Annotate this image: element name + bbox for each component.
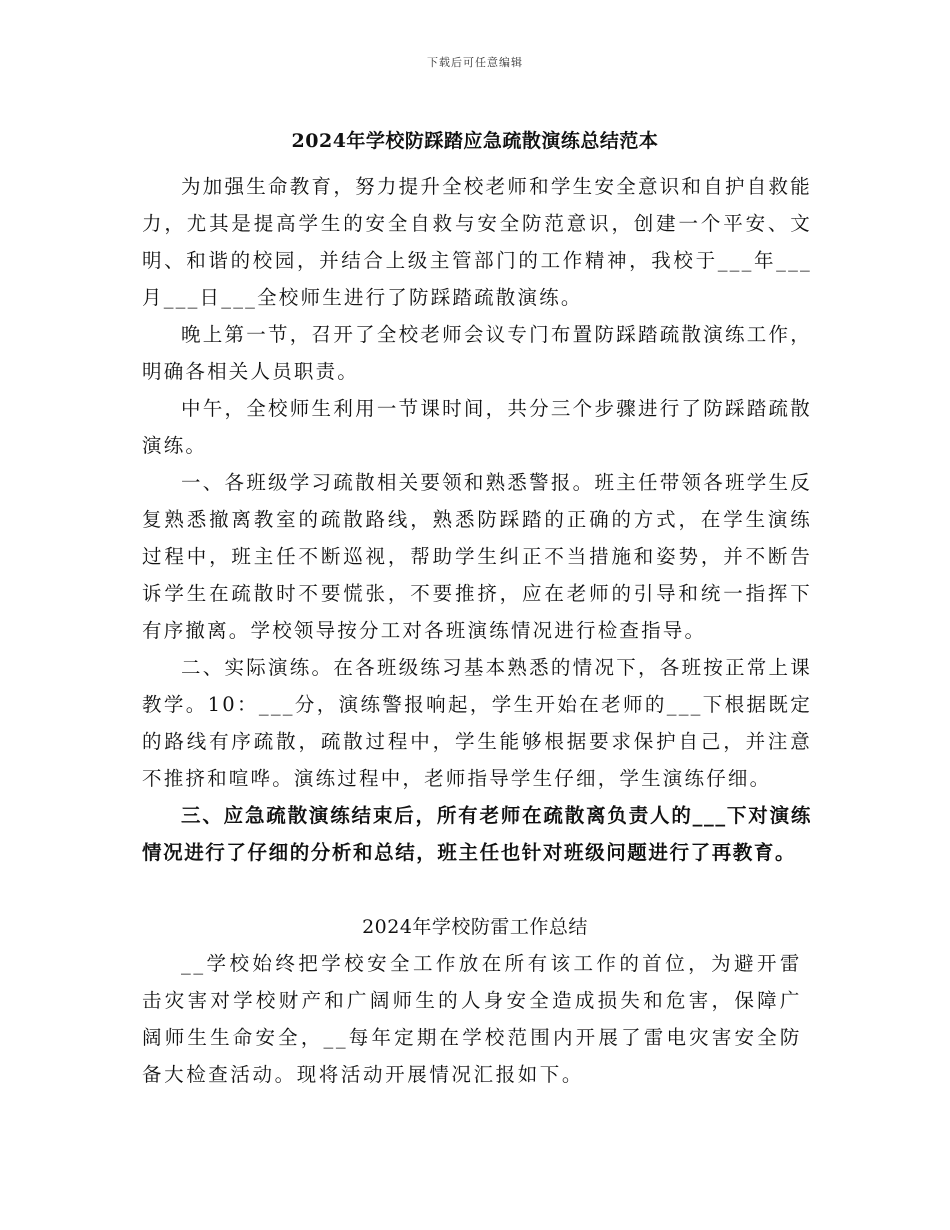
paragraph: __学校始终把学校安全工作放在所有该工作的首位，为避开雷击灾害对学校财产和广阔师生的人身安全造成损失和危害，保障广阔师生生命安全，__每年定期在学校范围内开展了雷电灾害安全防备大检查活动。现将活动开展情况汇报如下。 (142, 952, 802, 1086)
paragraph: 晚上第一节，召开了全校老师会议专门布置防踩踏疏散演练工作，明确各相关人员职责。 (142, 323, 812, 383)
paragraph: 为加强生命教育，努力提升全校老师和学生安全意识和自护自救能力，尤其是提高学生的安全自救与安全防范意识，创建一个平安、文明、和谐的校园，并结合上级主管部门的工作精神，我校于___年___月___日___全校师生进行了防踩踏疏散演练。 (142, 175, 812, 309)
second-document-body (142, 945, 802, 1093)
paragraph: 二、实际演练。在各班级练习基本熟悉的情况下，各班按正常上课教学。10：___分，演练警报响起，学生开始在老师的___下根据既定的路线有序疏散，疏散过程中，学生能够根据要求保护自己，并注意不推挤和喧哗。演练过程中，老师指导学生仔细，学生演练仔细。 (142, 656, 812, 790)
paragraph: 一、各班级学习疏散相关要领和熟悉警报。班主任带领各班学生反复熟悉撤离教室的疏散路线，熟悉防踩踏的正确的方式，在学生演练过程中，班主任不断巡视，帮助学生纠正不当措施和姿势，并不断告诉学生在疏散时不要慌张，不要推挤，应在老师的引导和统一指挥下有序撤离。学校领导按分工对各班演练情况进行检查指导。 (142, 471, 812, 642)
document-title: 2024年学校防踩踏应急疏散演练总结范本 (291, 130, 659, 152)
paragraph: 中午，全校师生利用一节课时间，共分三个步骤进行了防踩踏疏散演练。 (142, 397, 812, 457)
paragraph-bold: 三、应急疏散演练结束后，所有老师在疏散离负责人的___下对演练情况进行了仔细的分析和总结，班主任也针对班级问题进行了再教育。 (142, 804, 812, 864)
header-note: 下载后可任意编辑 (427, 56, 523, 69)
document-body (142, 168, 812, 871)
second-document-title: 2024年学校防雷工作总结 (362, 916, 588, 938)
